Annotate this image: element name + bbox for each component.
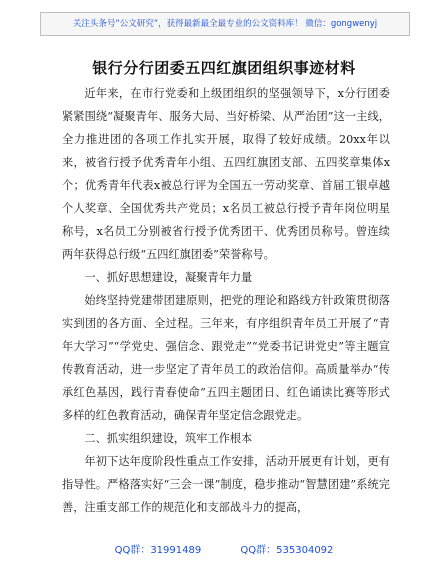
qq-group-1: QQ群：31991489 [114,545,202,556]
intro-paragraph: 近年来，在市行党委和上级团组织的坚强领导下，x分行团委紧紧围绕“凝聚青年、服务大局、当好桥梁、从严治团”这一主线，全力推进团的各项工作扎实开展，取得了较好成绩。20xx年以来，被省行授予优秀青年小组、五四红旗团支部、五四奖章集体x个；优秀青年代表x被总行评为全国五一劳动奖章、首届工银卓越个人奖章、全国优秀共产党员；x名员工被总行授予青年岗位明星称号，x名员工分别被省行授予优秀团干、优秀团员称号。曾连续两年获得总行级“五四红旗团委”荣誉称号。 [62,87,390,261]
header-banner [0,0,448,44]
document-body [62,82,390,519]
footer-contact [0,541,448,556]
banner-notice: 关注头条号“公文研究”，获得最新最全最专业的公文资料库！ 微信：gongwenyj [40,12,410,36]
section-2-paragraph: 年初下达年度阶段性重点工作安排，活动开展更有计划，更有指导性。严格落实好“三会一课”制度，稳步推动“智慧团建”系统完善，注重支部工作的规范化和支部战斗力的提高， [62,455,390,514]
qq-group-2: QQ群：535304092 [240,545,334,556]
section-heading-1: 一、抓好思想建设，凝聚青年力量 [84,271,253,284]
section-1-paragraph: 始终坚持党建带团建原则，把党的理论和路线方针政策贯彻落实到团的各方面、全过程。三年来，有序组织青年员工开展了“青年大学习”“学党史、强信念、跟党走”“党委书记讲党史”等主题宣传教育活动，进一步坚定了青年员工的政治信仰。高质量举办“传承红色基因，践行青春使命”五四主题团日、红色诵读比赛等形式多样的红色教育活动，确保青年坚定信念跟党走。 [62,294,390,422]
section-heading-2: 二、抓实组织建设，筑牢工作根本 [84,432,253,445]
document-title: 银行分行团委五四红旗团组织事迹材料 [92,59,356,77]
